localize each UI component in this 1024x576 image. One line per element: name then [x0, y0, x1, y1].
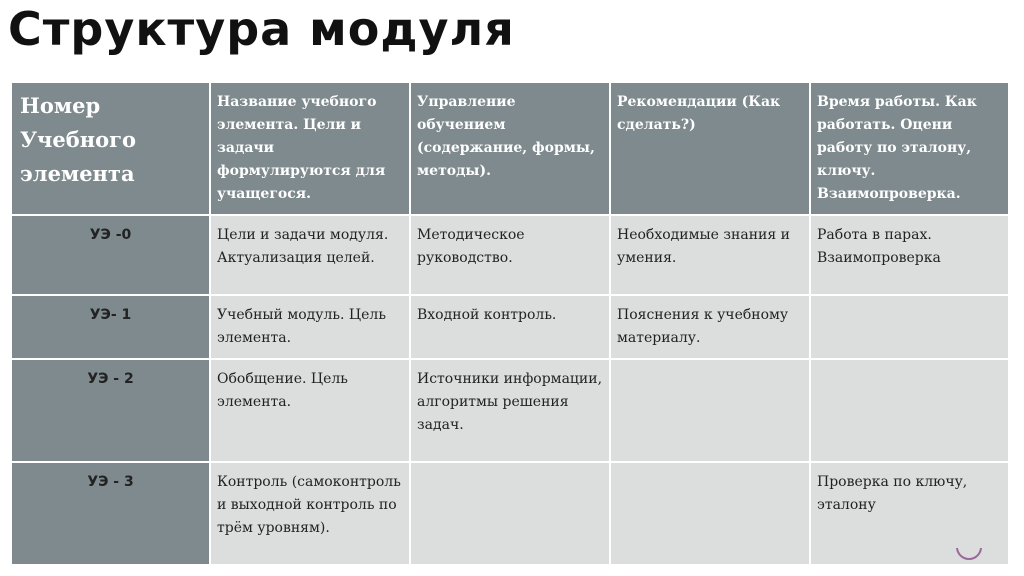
management-cell [410, 462, 610, 565]
recommendations-cell: Пояснения к учебному материалу. [610, 295, 810, 359]
element-name-cell: Цели и задачи модуля. Актуализация целей. [210, 215, 410, 295]
element-id-cell: УЭ -0 [11, 215, 210, 295]
table-row [11, 215, 1009, 295]
header-element-number: Номер Учебного элемента [11, 82, 210, 215]
element-name-cell: Учебный модуль. Цель элемента. [210, 295, 410, 359]
work-cell [810, 295, 1009, 359]
element-id-cell: УЭ - 2 [11, 359, 210, 462]
header-recommendations: Рекомендации (Как сделать?) [610, 82, 810, 215]
recommendations-cell [610, 462, 810, 565]
recommendations-cell [610, 359, 810, 462]
module-structure-table [10, 81, 1010, 566]
element-name-cell: Контроль (самоконтроль и выходной контроль по трём уровням). [210, 462, 410, 565]
element-id-cell: УЭ- 1 [11, 295, 210, 359]
table-row [11, 295, 1009, 359]
header-learning-management: Управление обучением (содержание, формы, методы). [410, 82, 610, 215]
element-id-cell: УЭ - 3 [11, 462, 210, 565]
logo-icon [956, 548, 984, 562]
work-cell: Работа в парах. Взаимопроверка [810, 215, 1009, 295]
management-cell: Входной контроль. [410, 295, 610, 359]
recommendations-cell: Необходимые знания и умения. [610, 215, 810, 295]
table-row [11, 462, 1009, 565]
management-cell: Методическое руководство. [410, 215, 610, 295]
table-header-row [11, 82, 1009, 215]
header-work-time: Время работы. Как работать. Оцени работу по эталону, ключу. Взаимопроверка. [810, 82, 1009, 215]
work-cell [810, 359, 1009, 462]
element-name-cell: Обобщение. Цель элемента. [210, 359, 410, 462]
management-cell: Источники информации, алгоритмы решения задач. [410, 359, 610, 462]
header-element-name: Название учебного элемента. Цели и задачи формулируются для учащегося. [210, 82, 410, 215]
work-cell: Проверка по ключу, эталону [810, 462, 1009, 565]
table-row [11, 359, 1009, 462]
page-title: Структура модуля [8, 2, 515, 56]
